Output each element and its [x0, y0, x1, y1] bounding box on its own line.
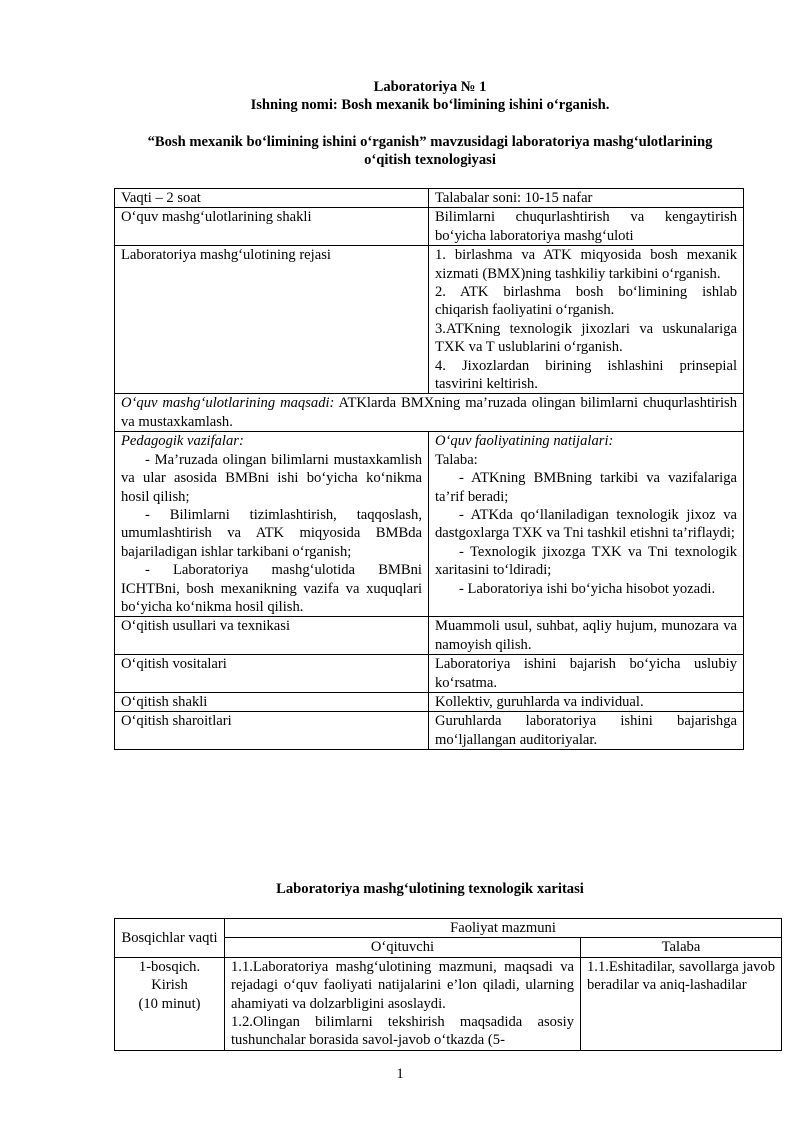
- table-row: [115, 394, 744, 432]
- tools-label: O‘qitish vositalari: [115, 655, 429, 693]
- plan-item: 2. ATK birlashma bosh bo‘limining ishlab chiqarish faoliyatini o‘rganish.: [435, 284, 737, 319]
- lesson-info-table: [114, 188, 744, 750]
- teacher-step: 1.2.Olingan bilimlarni tekshirish maqsadida asosiy tushunchalar borasida savol-javob o‘tkazda (5-: [231, 1014, 574, 1049]
- results-sub: Talaba:: [435, 451, 478, 468]
- teacher-header: O‘qituvchi: [225, 938, 581, 957]
- students-cell: Talabalar soni: 10-15 nafar: [429, 189, 744, 208]
- plan-item: 1. birlashma va ATK miqyosida bosh mexanik xizmati (BMX)ning tashkiliy tarkibini o‘rganish.: [435, 247, 737, 282]
- stage-part: Kirish: [151, 977, 188, 994]
- teacher-step: 1.1.Laboratoriya mashg‘ulotining mazmuni, maqsadi va rejadagi o‘quv faoliyati natijalarini e’lon qiladi, ularning ahamiyati va dolzarbligini asoslaydi.: [231, 958, 574, 1012]
- subtitle-line-1: “Bosh mexanik bo‘limining ishini o‘rganish” mavzusidagi laboratoriya mashg‘ulotlarining: [147, 134, 713, 150]
- work-name: Ishning nomi: Bosh mexanik bo‘limining ishini o‘rganish.: [250, 97, 610, 113]
- methods-label: O‘qitish usullari va texnikasi: [115, 617, 429, 655]
- goal-label: O‘quv mashg‘ulotlarining maqsadi:: [121, 395, 335, 412]
- tasks-label: Pedagogik vazifalar:: [121, 433, 244, 450]
- methods-value: Muammoli usul, suhbat, aqliy hujum, munozara va namoyish qilish.: [429, 617, 744, 655]
- table-row: [115, 617, 744, 655]
- plan-item: 3.ATKning texnologik jixozlari va uskunalariga TXK va T uslublarini o‘rganish.: [435, 320, 737, 356]
- student-header: Talaba: [581, 938, 782, 957]
- plan-item: 4. Jixozlardan birining ishlashini prinsepial tasvirini keltirish.: [435, 357, 737, 393]
- table-row: [115, 189, 744, 208]
- content-header: Faoliyat mazmuni: [225, 919, 782, 938]
- table-row: [115, 957, 782, 1050]
- lab-title: Laboratoriya № 1: [373, 79, 487, 95]
- tools-value: Laboratoriya ishini bajarish bo‘yicha uslubiy ko‘rsatma.: [429, 655, 744, 693]
- stage-duration: (10 minut): [138, 995, 201, 1012]
- conditions-label: O‘qitish sharoitlari: [115, 712, 429, 750]
- stage-cell: [115, 957, 225, 1050]
- task-item: - Ma’ruzada olingan bilimlarni mustaxkamlish va ular asosida BMBni ishi bo‘yicha ko‘nikma hosil qilish;: [121, 451, 422, 505]
- result-item: - ATKda qo‘llaniladigan texnologik jixoz va dastgoxlarga TXK va Tni tashkil etishni ta’riflaydi;: [435, 506, 737, 542]
- teaching-form-label: O‘qitish shakli: [115, 692, 429, 711]
- table-row: [115, 712, 744, 750]
- result-item: - Laboratoriya ishi bo‘yicha hisobot yozadi.: [459, 580, 716, 597]
- tech-map-title: Laboratoriya mashg‘ulotining texnologik xaritasi: [276, 881, 584, 897]
- subtitle-line-2: o‘qitish texnologiyasi: [364, 152, 496, 168]
- task-item: - Bilimlarni tizimlashtirish, taqqoslash, umumlashtirish va ATK miqyosida BMBda bajariladigan ishlar tarkibani o‘rganish;: [121, 506, 422, 560]
- teacher-activity: [225, 957, 581, 1050]
- table-row: [115, 919, 782, 938]
- results-label: O‘quv faoliyatining natijalari:: [435, 433, 614, 450]
- result-item: - ATKning BMBning tarkibi va vazifalariga ta’rif beradi;: [435, 470, 737, 505]
- plan-label: Laboratoriya mashg‘ulotining rejasi: [115, 246, 429, 394]
- tech-map-table: [114, 918, 782, 1051]
- table-row: [115, 246, 744, 394]
- goal-text: ATKlarda BMXning ma’ruzada olingan bilimlarni chuqurlashtirish va mustaxkamlash.: [121, 395, 737, 430]
- form-label: O‘quv mashg‘ulotlarining shakli: [115, 208, 429, 246]
- task-item: - Laboratoriya mashg‘ulotida BMBni ICHTBni, bosh mexanikning vazifa va xuquqlari bo‘yicha ko‘nikma hosil qilish.: [121, 562, 422, 615]
- goal-cell: [115, 394, 744, 432]
- teaching-form-value: Kollektiv, guruhlarda va individual.: [429, 692, 744, 711]
- table-row: [115, 208, 744, 246]
- conditions-value: Guruhlarda laboratoriya ishini bajarishga mo‘ljallangan auditoriyalar.: [429, 712, 744, 750]
- results-cell: [429, 432, 744, 617]
- student-activity: 1.1.Eshitadilar, savollarga javob beradilar va aniq-lashadilar: [581, 957, 782, 1050]
- result-item: - Texnologik jixozga TXK va Tni texnologik xaritasini to‘ldiradi;: [435, 543, 737, 579]
- stages-header: Bosqichlar vaqti: [115, 919, 225, 958]
- plan-value: [429, 246, 744, 394]
- page-number: 1: [396, 1066, 404, 1082]
- tasks-cell: [115, 432, 429, 617]
- stage-name: 1-bosqich.: [138, 958, 201, 975]
- table-row: [115, 432, 744, 617]
- form-value: Bilimlarni chuqurlashtirish va kengaytirish bo‘yicha laboratoriya mashg‘uloti: [429, 208, 744, 246]
- table-row: [115, 655, 744, 693]
- time-cell: Vaqti – 2 soat: [115, 189, 429, 208]
- table-row: [115, 692, 744, 711]
